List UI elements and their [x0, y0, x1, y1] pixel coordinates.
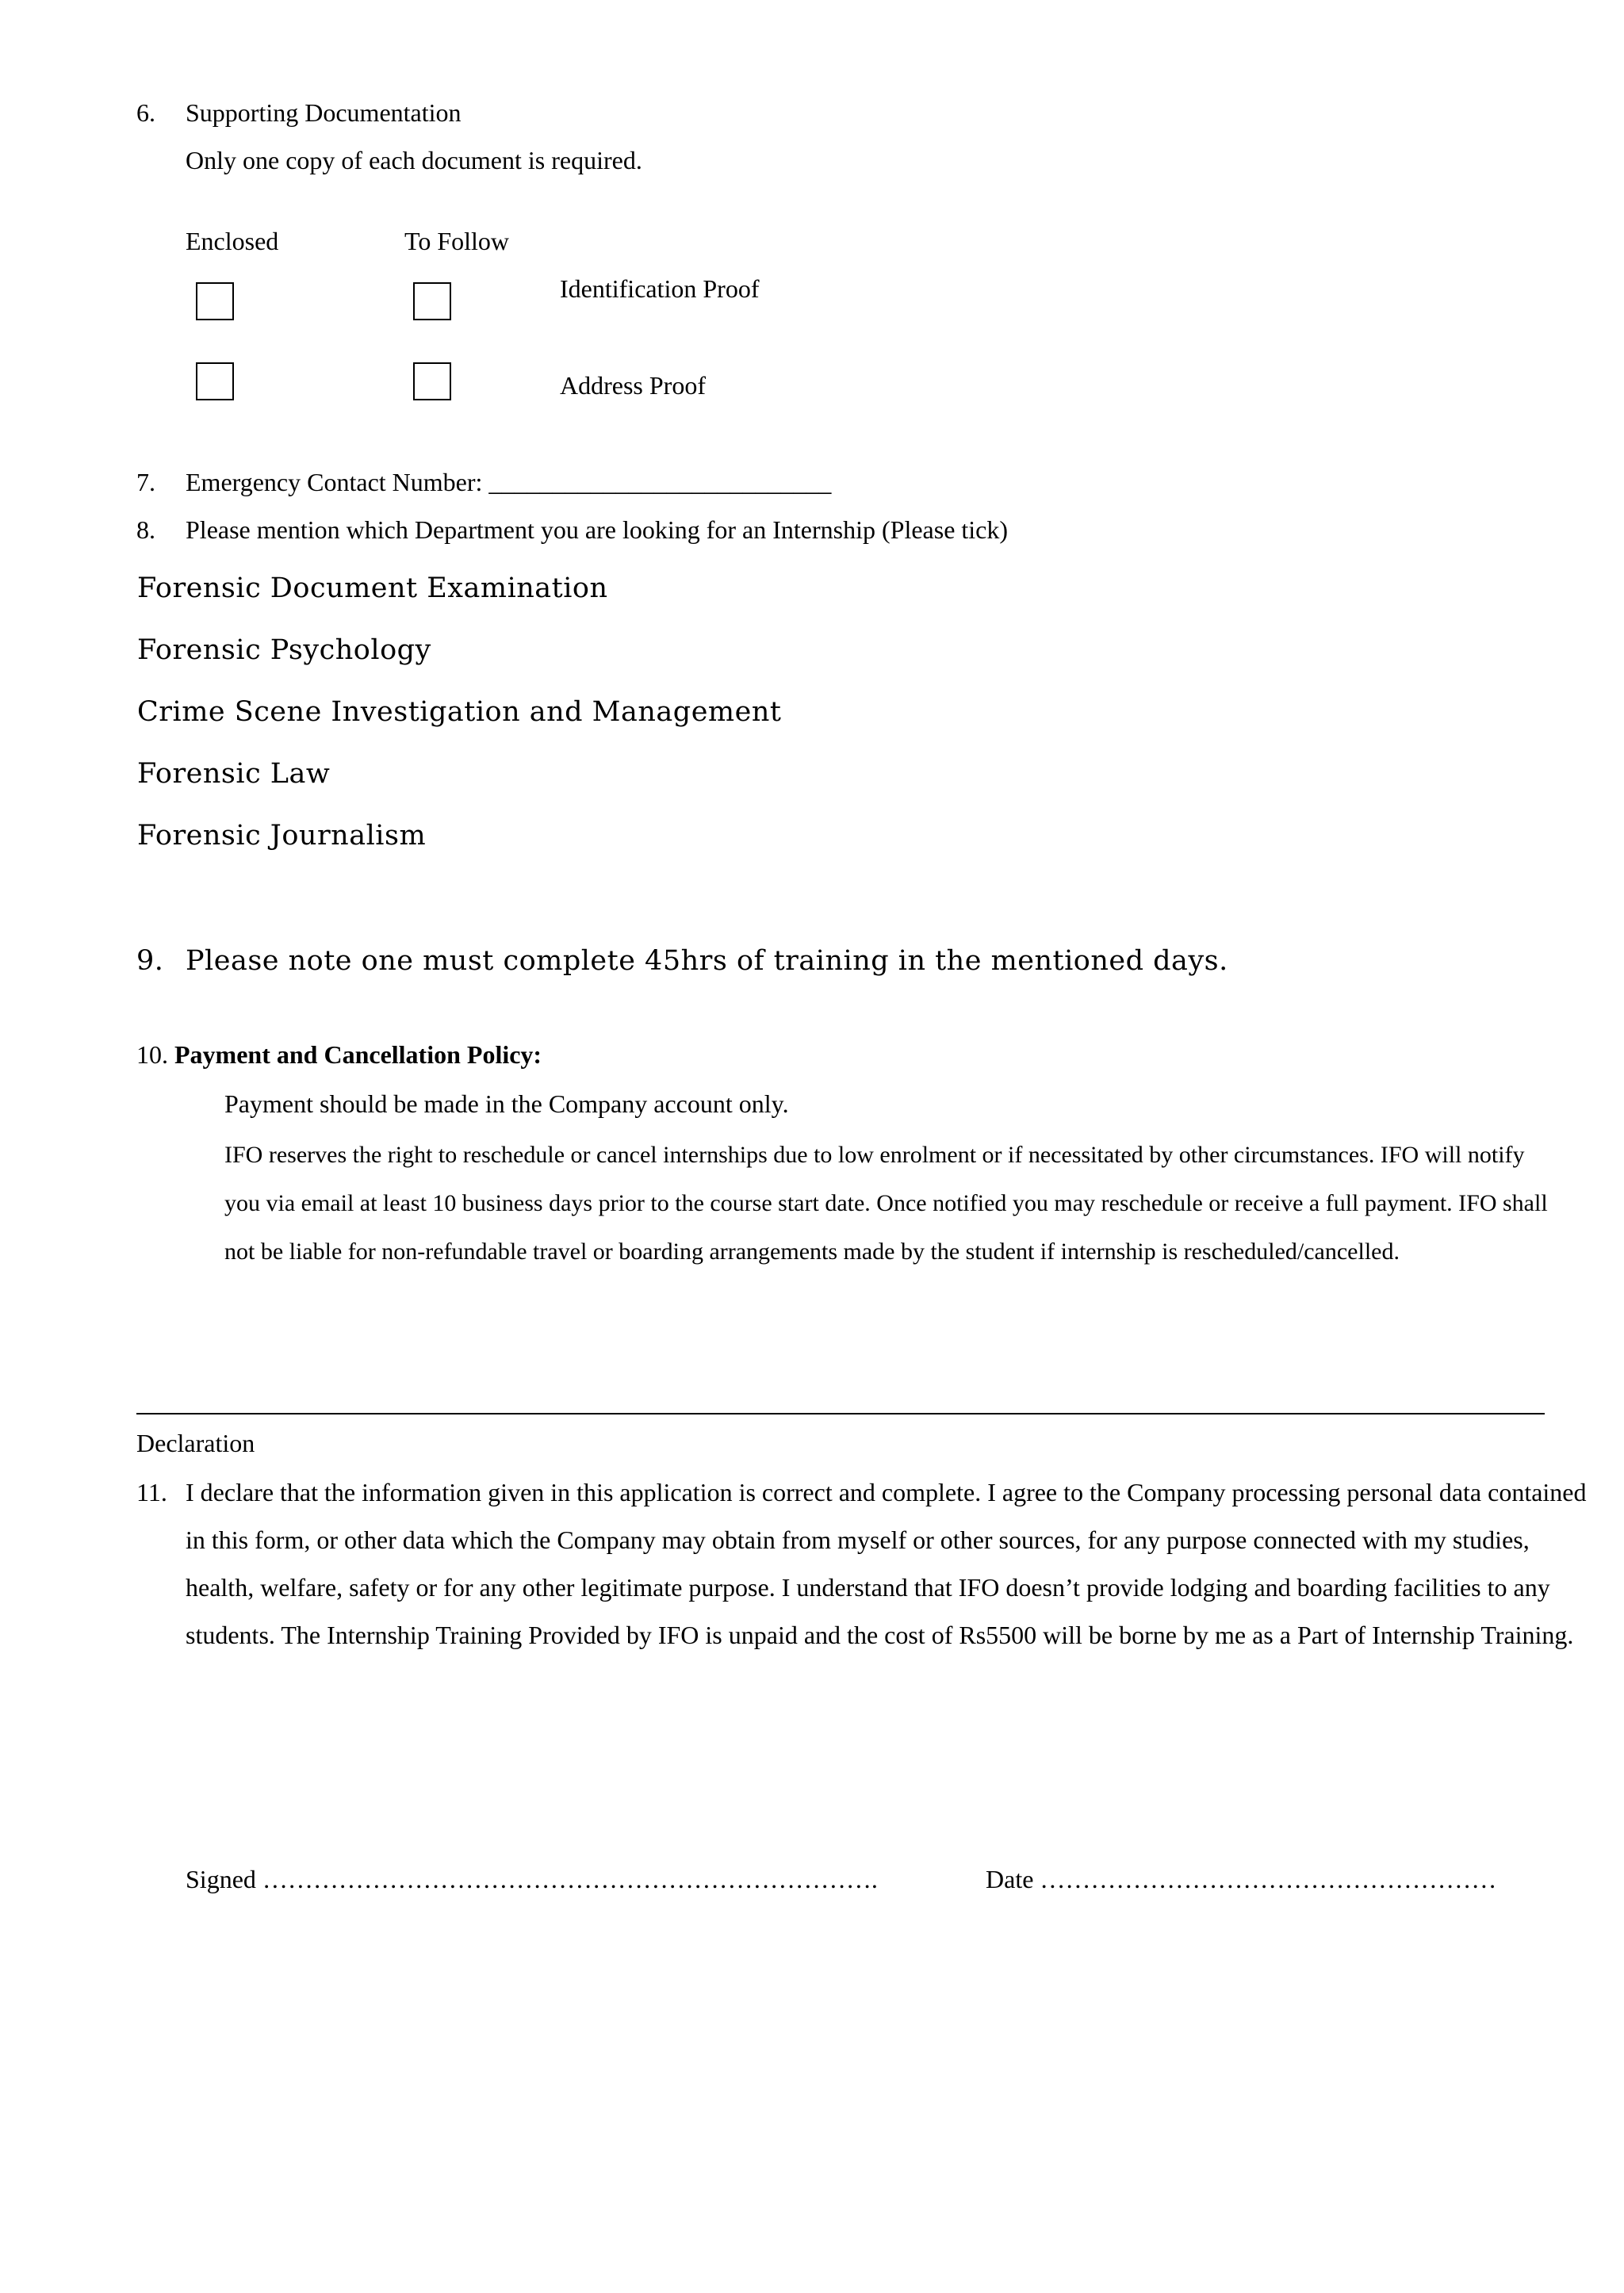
- payment-account-note: Payment should be made in the Company account only.: [224, 1089, 789, 1118]
- address-proof-enclosed-checkbox[interactable]: [196, 362, 234, 400]
- declaration-text: I declare that the information given in this application is correct and complete. I agree to the Company processing personal data contained in this form, or other data which the Company may obtain from myself or other sources, for any purpose connected with my studies, health, welfare, safety or for any other legitimate purpose. I understand that IFO doesn’t provide lodging and boarding facilities to any students. The Internship Training Provided by IFO is unpaid and the cost of Rs5500 will be borne by me as a Part of Internship Training.: [186, 1478, 1587, 1649]
- department-option[interactable]: Forensic Document Examination: [137, 572, 608, 604]
- address-proof-label: Address Proof: [560, 371, 706, 400]
- department-option[interactable]: Forensic Law: [137, 758, 331, 790]
- address-proof-to-follow-checkbox[interactable]: [413, 362, 451, 400]
- date-field[interactable]: [986, 1863, 1496, 1895]
- identification-proof-to-follow-checkbox[interactable]: [413, 282, 451, 320]
- section-10-heading: [136, 1039, 542, 1070]
- signature-field[interactable]: [186, 1863, 878, 1895]
- emergency-contact-field[interactable]: [186, 466, 831, 498]
- section-9-number: 9.: [136, 945, 164, 977]
- cancellation-policy-text: IFO reserves the right to reschedule or cancel internships due to low enrolment or if necessitated by other circumstances. IFO will notify you via email at least 10 business days prior to the course start date. Once notified you may reschedule or receive a full payment. IFO shall not be liable for non-refundable travel or boarding arrangements made by the student if internship is rescheduled/cancelled.: [224, 1142, 1548, 1265]
- date-dots: ………………………………………………: [1040, 1865, 1497, 1893]
- signed-label: Signed: [186, 1865, 256, 1893]
- department-option[interactable]: Forensic Journalism: [137, 820, 427, 852]
- column-header-enclosed: Enclosed: [186, 227, 279, 255]
- section-6-subtitle: Only one copy of each document is required.: [186, 146, 642, 174]
- declaration-heading: Declaration: [136, 1429, 255, 1457]
- section-11-number: 11.: [136, 1478, 167, 1506]
- section-7-number: 7.: [136, 468, 155, 496]
- emergency-contact-label: Emergency Contact Number:: [186, 468, 483, 496]
- emergency-contact-blank: ___________________________: [488, 468, 832, 496]
- department-option[interactable]: Forensic Psychology: [137, 634, 431, 666]
- identification-proof-enclosed-checkbox[interactable]: [196, 282, 234, 320]
- training-hours-note: Please note one must complete 45hrs of training in the mentioned days.: [186, 945, 1228, 977]
- identification-proof-label: Identification Proof: [560, 274, 760, 303]
- section-8-number: 8.: [136, 515, 155, 544]
- signed-dots: ……………………………………………………………….: [262, 1865, 878, 1893]
- date-label: Date: [986, 1865, 1034, 1893]
- column-header-to-follow: To Follow: [404, 227, 509, 255]
- section-6-number: 6.: [136, 98, 155, 127]
- department-question: Please mention which Department you are looking for an Internship (Please tick): [186, 515, 1009, 544]
- section-10-number: 10.: [136, 1040, 168, 1069]
- payment-policy-title: Payment and Cancellation Policy:: [174, 1040, 542, 1069]
- department-option[interactable]: Crime Scene Investigation and Management: [137, 696, 782, 728]
- section-divider: [136, 1413, 1545, 1414]
- section-6-title: Supporting Documentation: [186, 98, 462, 127]
